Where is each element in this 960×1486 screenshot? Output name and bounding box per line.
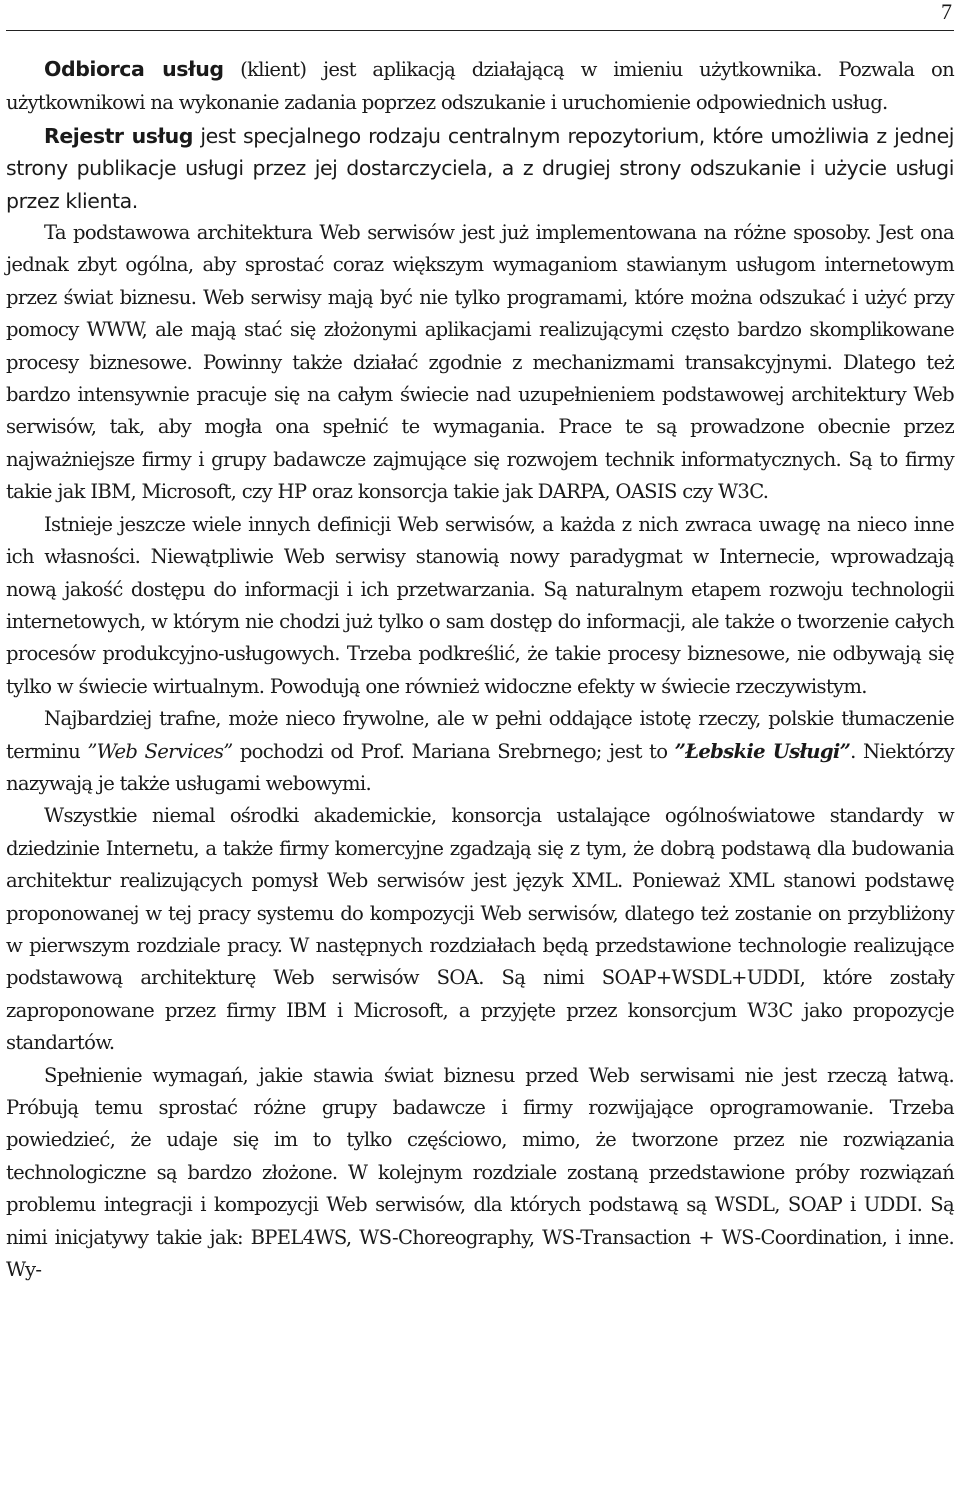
paragraph-text: Najbardziej trafne, może nieco frywolne, ale w pełni oddające istotę rzeczy, polskie tłumaczenie terminu <box>6 707 954 763</box>
paragraph-requirements: Spełnienie wymagań, jakie stawia świat biznesu przed Web serwisami nie jest rzeczą łatwą. Próbują temu sprostać różne grupy badawcze i firmy rozwijające oprogramowanie. Trzeba powiedzieć, że udaje się im to tylko częściowo, mimo, że tworzone przez nie rozwiązania technologiczne są bardzo złożone. W kolejnym rozdziale zostaną przedstawione próby rozwiązań problemu integracji i kompozycji Web serwisów, dla których podstawą są WSDL, SOAP i UDDI. Są nimi inicjatywy takie jak: BPEL4WS, WS-Choreography, WS-Transaction + WS-Coordination, i inne. Wy- <box>6 1063 954 1282</box>
paragraph-definitions: Istnieje jeszcze wiele innych definicji Web serwisów, a każda z nich zwraca uwagę na nieco inne ich własności. Niewątpliwie Web serwisy stanowią nowy paradygmat w Internecie, wprowadzają nową jakość dostępu do informacji i ich przetwarzania. Są naturalnym etapem rozwoju technologii internetowych, w którym nie chodzi już tylko o sam dostęp do informacji, ale także o tworzenie całych procesów produkcyjno-usługowych. Trzeba podkreślić, że takie procesy biznesowe, nie odbywają się tylko w świecie wirtualnym. Powodują one również widoczne efekty w świecie rzeczywistym. <box>6 512 954 698</box>
paragraph-text: pochodzi od Prof. Mariana Srebrnego; jest to <box>232 739 675 763</box>
paragraph-xml: Wszystkie niemal ośrodki akademickie, konsorcja ustalające ogólnoświatowe standardy w dziedzinie Internetu, a także firmy komercyjne zgadzają się z tym, że dobrą podstawą dla budowania architektur realizujących pomysł Web serwisów jest język XML. Ponieważ XML stanowi podstawę proponowanej w tej pracy systemu do kompozycji Web serwisów, dlatego też zostanie on przybliżony w pierwszym rozdziale pracy. W następnych rozdziałach będą przedstawione technologie realizujące podstawową architekturę Web serwisów SOA. Są nimi SOAP+WSDL+UDDI, które zostały zaproponowane przez firmy IBM i Microsoft, a przyjęte przez konsorcjum W3C jako propozycje standartów. <box>6 804 954 1055</box>
paragraph-text: . Niektórzy nazywają je także usługami webowymi. <box>6 739 954 795</box>
page-body <box>6 53 954 1286</box>
term-lebskie-uslugi: ”Łebskie Usługi” <box>674 739 851 763</box>
term-service-registry: Rejestr usług <box>44 123 194 148</box>
paragraph-text: (klient) jest aplikacją działającą w imieniu użytkownika. Pozwala on użytkownikowi na wykonanie zadania poprzez odszukanie i uruchomienie odpowiednich usług. <box>6 58 954 115</box>
term-service-consumer: Odbiorca usług <box>44 57 224 81</box>
paragraph-service-registry <box>6 120 954 217</box>
paragraph-architecture: Ta podstawowa architektura Web serwisów jest już implementowana na różne sposoby. Jest ona jednak zbyt ogólna, aby sprostać coraz większym wymaganiom stawianym usługom internetowym przez świat biznesu. Web serwisy mają być nie tylko programami, które można odszukać i użyć przy pomocy WWW, ale mają stać się złożonymi aplikacjami realizującymi często bardzo skomplikowane procesy biznesowe. Powinny także działać zgodnie z mechanizmami transakcyjnymi. Dlatego też bardzo intensywnie pracuje się na całym świecie nad uzupełnieniem podstawowej architektury Web serwisów, tak, aby mogła ona spełnić te wymagania. Prace te są prowadzone obecnie przez najważniejsze firmy i grupy badawcze zajmujące się rozwojem technik informatycznych. Są to firmy takie jak IBM, Microsoft, czy HP oraz konsorcja takie jak DARPA, OASIS czy W3C. <box>6 221 954 504</box>
header-rule <box>6 30 954 31</box>
page-number: 7 <box>941 0 952 24</box>
paragraph-translation <box>6 703 954 800</box>
paragraph-service-consumer <box>6 53 954 120</box>
term-web-services: ”Web Services” <box>87 739 233 763</box>
paragraph-text: jest specjalnego rodzaju centralnym repozytorium, które umożliwia z jednej strony publikacje usługi przez jej dostarczyciela, a z drugiej strony odszukanie i użycie usługi przez klienta. <box>6 123 954 213</box>
